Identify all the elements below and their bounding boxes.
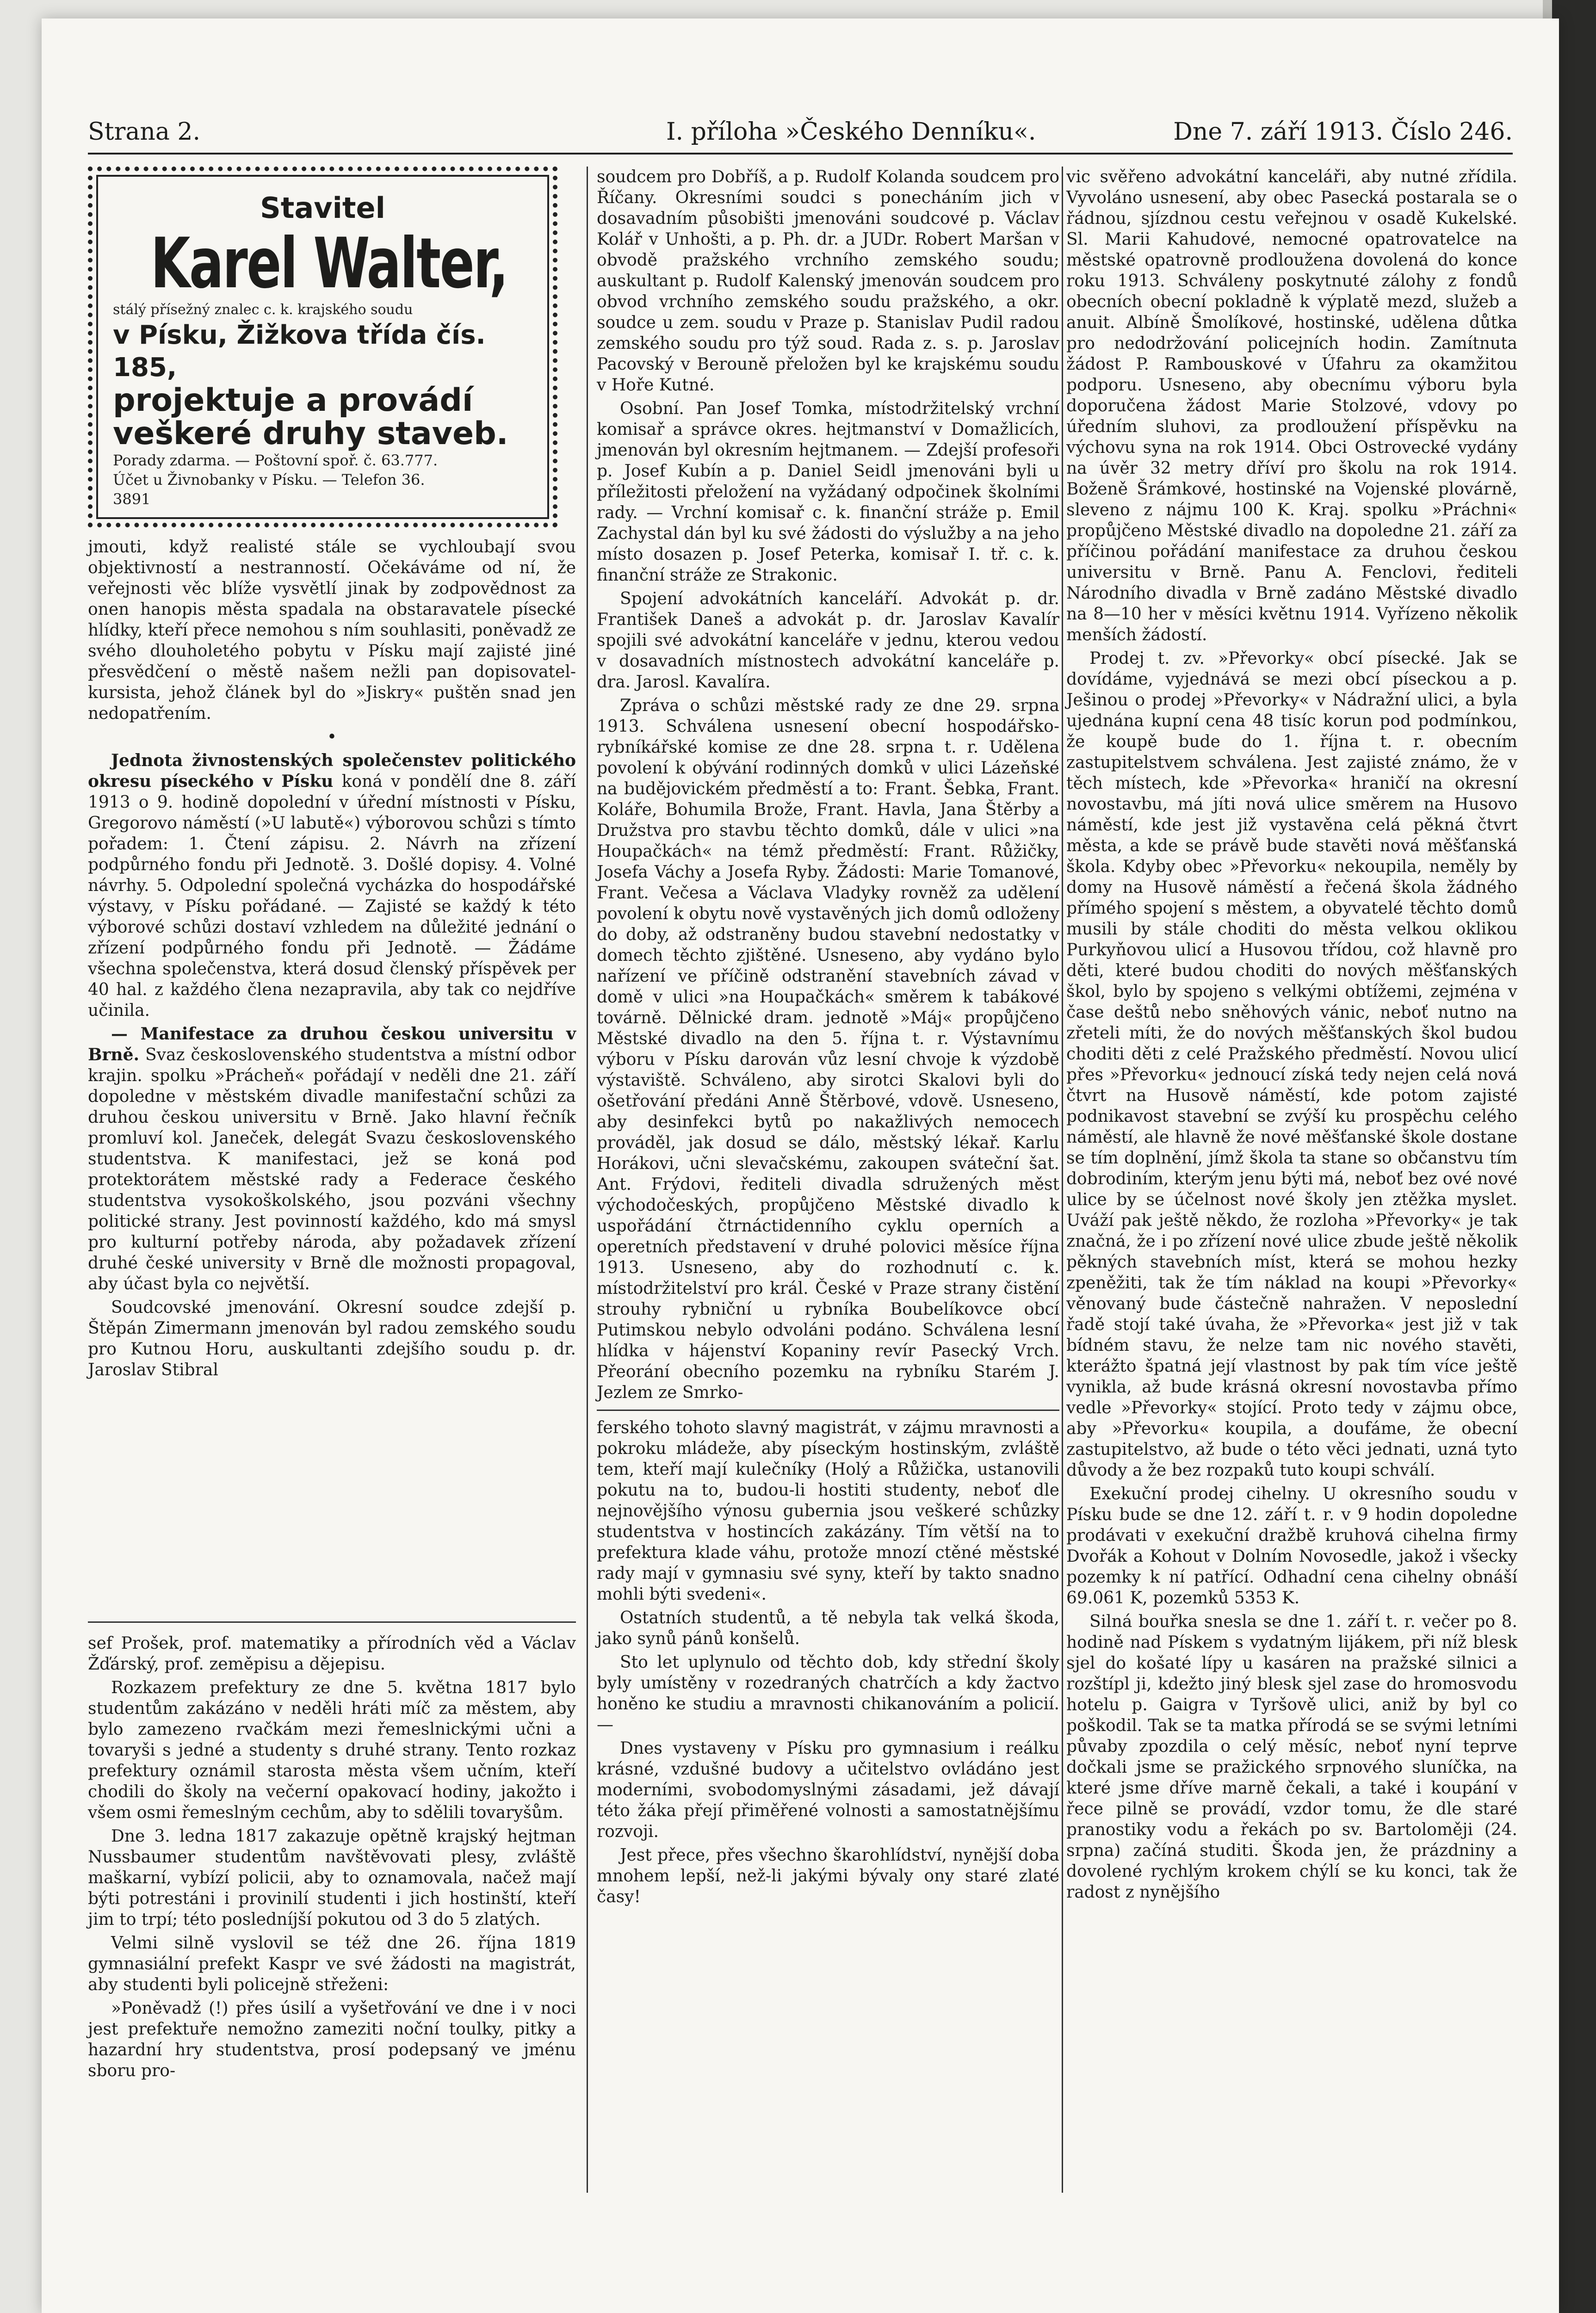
ad-ref: 3891 [113, 490, 151, 508]
article-paragraph: Ostatních studentů, a tě nebyla tak velká škoda, jako synů pánů konšelů. [597, 1608, 1059, 1648]
section-divider [88, 1621, 576, 1623]
article-paragraph: Rozkazem prefektury ze dne 5. května 1817 bylo studentům zakázáno v neděli hráti míč za městem, aby bylo zamezeno rvačkám mezi řemeslnickými učni a tovaryši s jedné a studenty s druhé strany. Tento rozkaz prefektury oznámil starosta města všem učním, kteří chodili do školy na večerní opakovací hodiny, jakožto i všem osmi řemeslným cechům, aby to sdělili tovaryšům. [88, 1678, 576, 1822]
article-paragraph: sef Prošek, prof. matematiky a přírodních věd a Václav Žďárský, prof. zeměpisu a dějepisu. [88, 1634, 576, 1674]
article-manifestace [88, 1024, 576, 1294]
article-heading: Jednota živnostenských společenstev politického okresu píseckého v Písku [88, 751, 576, 791]
page-number: Strana 2. [88, 118, 201, 146]
column-2 [597, 167, 1059, 2202]
ad-slogan-2: veškeré druhy staveb. [113, 415, 508, 452]
column-1 [88, 167, 576, 1614]
ad-slogan-1: projektuje a provádí [113, 382, 473, 419]
column-rule [587, 167, 588, 2193]
article-paragraph: jmouti, když realisté stále se vychloubají svou objektivností a nestranností. Očekáváme od ní, že veřejnosti věc blíže vysvětlí jinak by zodpovědnost za onen hanopis města spadala na obstaravatele písecké hlídky, kteří přece nemohou s ním souhlasiti, poněvadž ze svého dlouholetého pobytu v Písku mají zajisté jiné přesvědčení o městě našem nežli pan dopisovatel-kursista, jehož článek byl do »Jiskry« puštěn snad jen nedopatřením. [88, 538, 576, 723]
article-paragraph: Dne 3. ledna 1817 zakazuje opětně krajský hejtman Nussbaumer studentům navštěvovati plesy, zvláště maškarní, vybízí policii, aby to oznamovala, načež mají býti potrestáni i provinilí studenti i jich hostinští, kteří jim to trpí; této posledníjší pokutou od 3 do 5 zlatých. [88, 1827, 576, 1929]
article-heading: — Manifestace za druhou českou universitu v Brně. [88, 1024, 576, 1064]
article-paragraph: Osobní. Pan Josef Tomka, místodržitelský vrchní komisař a správce okres. hejtmanství v Domažlicích, jmenován byl okresním hejtmanem. — Zdejší profesoři p. Josef Kubín a p. Daniel Seidl jmenováni byli u příležitosti přeložení na vyžádaný odpočinek školními rady. — Vrchní komisař c. k. finanční stráže p. Emil Zachystal dán byl ku své žádosti do výslužby a na jeho místo dosazen p. Josef Peterka, komisař I. tř. c. k. finanční stráže ze Strakonic. [597, 399, 1059, 585]
column-rule [1062, 167, 1063, 2193]
separator-bullet: • [327, 728, 337, 747]
ad-name: Karel Walter, [150, 223, 507, 304]
article-paragraph: soudcem pro Dobříš, a p. Rudolf Kolanda soudcem pro Říčany. Okresními soudci s ponecháním jich v dosavadním působišti jmenováni soudcové p. Václav Kolář v Unhošti, a p. Ph. dr. a JUDr. Robert Maršan v obvodě pražského vrchního zemského soudu; auskultant p. Rudolf Kalenský jmenován soudcem pro obvod vrchního zemského soudu pražského, a okr. soudce u zem. soudu v Praze p. Stanislav Pudil radou zemského soudu pro týž soud. Rada z. s. p. Jaroslav Pacovský v Berouně přeložen byl ke krajskému soudu v Hoře Kutné. [597, 167, 1059, 395]
article-paragraph: »Poněvadž (!) přes úsilí a vyšetřování ve dne i v noci jest prefektuře nemožno zameziti noční toulky, pitky a hazardní hry studentstva, prosí podepsaný ve jménu sboru pro- [88, 1999, 576, 2080]
supplement-title: I. příloha »Českého Denníku«. [666, 118, 1036, 146]
article-paragraph: Prodej t. zv. »Převorky« obcí písecké. Jak se dovídáme, vyjednává se mezi obcí píseckou a p. Ješinou o prodej »Převorky« v Nádražní ulici, a byla ujednána kupní cena 48 tisíc korun pod podmínkou, že koupě bude do 1. října t. r. obecním zastupitelstvem schválena. Jest zajisté známo, že v těch místech, kde »Převorka« hraničí na okresní novostavbu, má jíti nová ulice směrem na Husovo náměstí, kde jest již vystavěna celá pěkná čtvrt města, a kde se právě bude stavěti nová měšťanská škola. Kdyby obec »Převorku« nekoupila, neměly by domy na Husově náměstí a řečená škola žádného přímého spojení s městem, a obyvatelé těchto domů musili by stále choditi do města velkou oklikou Purkyňovou ulicí a Husovou třídou, což hlavně pro děti, které budou choditi do nových měšťanských škol, bylo by spojeno s velkými obtížemi, zejména v čase deštů nebo sněhových vánic, neboť nutno na zřeteli míti, že do nových měšťanských škol budou choditi děti z celé Pražského předměstí. Novou ulicí přes »Převorku« jednoucí získá tedy nejen celá nová čtvrt na Husově náměstí, kde potom zajisté podnikavost stavební se zvýší ku prospěchu celého náměstí, ale hlavně že nové měšťanské škole dostane se tím doplnění, jímž škola ta stane so občanstvu tím dobrodiním, kterým jenu býti má, neboť bez ové nové ulice by se účelnost nové školy jen ztěžka myslet. Uváží pak ještě někdo, že rozloha »Převorky« je tak značná, že i po zřízení nové ulice zbude ještě několik pěkných stavebních míst, která se mohou hezky zpeněžiti, tak že tím náklad na koupi »Převorky« věnovaný bude částečně nahražen. V neposlední řadě stojí také úvaha, že »Převorka« jest již v tak bídném stavu, že nelze tam nic nového stavěti, kterážto špatná její vlastnost by pak tím více ještě vynikla, až bude krásná okresní novostavba přímo vedle »Převorky« stojící. Proto tedy v zájmu obce, aby »Převorku« koupila, a doufáme, že obecní zastupitelstvo, až bude o této věci jednati, uzná tyto důvody a že bez rozpaků tuto koupi schválí. [1066, 649, 1517, 1480]
article-body: koná v pondělí dne 8. září 1913 o 9. hodině dopolední v úřední místnosti v Písku, Gregorovo náměstí (»U labutě«) výborovou schůzi s tímto pořadem: 1. Čtení zápisu. 2. Návrh na zřízení podpůrného fondu při Jednotě. 3. Došlé dopisy. 4. Volné návrhy. 5. Odpolední společná vycházka do hospodářské výstavy, v Písku pořádané. — Zajisté se každý k této výborové schůzi dostaví vzhledem na důležité jednání o zřízení podpůrného fondu při Jednotě. — Žádáme všechna společenstva, která dosud členský příspěvek per 40 hal. z každého člena nezapravila, aby tak co nejdříve učinila. [88, 772, 576, 1020]
article-paragraph: Velmi silně vyslovil se též dne 26. října 1819 gymnasiální prefekt Kaspr ve své žádosti na magistrát, aby studenti byli policejně střeženi: [88, 1934, 576, 1994]
ad-expert: stálý přísežný znalec c. k. krajského soudu [113, 302, 413, 318]
article-paragraph: ferského tohoto slavný magistrát, v zájmu mravnosti a pokroku mládeže, aby píseckým hostinským, zvláště tem, kteří mají kulečníky (Holý a Růžička, ustanovili pokutu na to, budou-li hostiti studenty, neboť dle nejnovějšího výnosu gubernia jsou veškeré schůzky studentstva v hostincích zakázány. Tím větší na to prefektura klade váhu, protože mnozí ctěné městské rady mají v gymnasiu své syny, kteří by takto snadno mohli býti svedeni«. [597, 1410, 1059, 1605]
article-paragraph: vic svěřeno advokátní kanceláři, aby nutné zřídila. Vyvoláno usnesení, aby obec Pasecká postarala se o řádnou, sjízdnou cestu veřejnou v osadě Kukelské. Sl. Marii Kahudové, nemocné opatrovatelce na městské opatrovně prodloužena dovolená do konce roku 1913. Schváleny poskytnuté zálohy z fondů obecních obecní pokladně k výplatě mezd, služeb a anuit. Albíně Šmolíkové, hostinské, udělena důtka pro nedodržování policejních hodin. Zamítnuta žádost P. Rambouskové v Úfahru za okamžitou podporu. Usneseno, aby obecnímu výboru byla doporučena žádost Marie Stolzové, vdovy po úředním sluhovi, za prodloužení příspěvku na výchovu syna na rok 1914. Obci Ostrovecké vydány na úvěr 32 metry dříví pro školu na rok 1914. Boženě Šrámkové, hostinské na Vojenské plovárně, sleveno z nájmu 100 K. Kraj. spolku »Práchni« propůjčeno Městské divadlo na dopoledne 21. září za příčinou pořádání manifestace za druhou českou universitu v Brně. Panu A. Fenclovi, řediteli Národního divadla v Brně zadáno Městské divadlo na 8—10 her v měsíci květnu 1914. Vyřízeno několik menších žádostí. [1066, 167, 1517, 644]
article-body: Svaz československého studentstva a místní odbor krajin. spolku »Prácheň« pořádají v neděli dne 21. září dopoledne v městském divadle manifestační schůzi za druhou českou universitu v Brně. Jako hlavní řečník promluví kol. Janeček, delegát Svazu československého studentstva. K manifestaci, jež se koná pod protektorátem městské rady a Federace českého studentstva vysokoškolského, jsou pozváni všechny politické strany. Jest povinností každého, kdo má smysl pro kulturní potřeby národa, aby požadavek zřízení druhé české university v Brně dle možnosti propagoval, aby účast byla co největší. [88, 1045, 576, 1293]
article-jednota [88, 750, 576, 1021]
article-paragraph: Soudcovské jmenování. Okresní soudce zdejší p. Štěpán Zimermann jmenován byl radou zemského soudu pro Kutnou Horu, auskultanti zdejšího soudu p. dr. Jaroslav Stibral [88, 1298, 576, 1379]
ad-address: v Písku, Žižkova třída čís. 185, [113, 320, 486, 383]
page-header [88, 116, 1513, 155]
article-paragraph: Dnes vystaveny v Písku pro gymnasium i reálku krásné, vzdušné budovy a učitelstvo ovládáno jest moderními, svobodomyslnými zásadami, jež dávají této žáka přejí přiměřené volnosti a samostatnějšímu rozvoji. [597, 1739, 1059, 1841]
ad-line-2: Účet u Živnobanky v Písku. — Telefon 36. [113, 471, 425, 489]
article-paragraph: Zpráva o schůzi městské rady ze dne 29. srpna 1913. Schválena usnesení obecní hospodářsko-rybníkářské komise ze dne 28. srpna t. r. Udělena povolení k obývání rodinných domků v ulici Lázeňské na budějovickém předměstí a to: Frant. Šebka, Frant. Koláře, Bohumila Brože, Frant. Havla, Jana Štěrby a Družstva pro stavbu těchto domků, dále v ulici »na Houpačkách« na témž předměstí: Frant. Růžičky, Josefa Váchy a Josefa Ryby. Žádosti: Marie Tomanové, Frant. Večesa a Václava Vladyky rovněž za udělení povolení k obytu nově vystavěných jich domů odloženy do doby, až odstraněny budou stavební nedostatky v domech těchto zjištěné. Usneseno, aby vydáno bylo nařízení ve příčině odstranění stavebních závad v domě v ulici »na Houpačkách« směrem k tabákové továrně. Dělnické dram. jednotě »Máj« propůjčeno Městské divadlo na den 5. října t. r. Výstavnímu výboru v Písku darován vůz lesní chvoje k výzdobě výstaviště. Schváleno, aby sirotci Skalovi byli do ošetřování předáni Anně Štěrbové, vdově. Usneseno, aby desinfekci bytů po nakažlivých nemocech prováděl, jak dosud se dálo, městský lékař. Karlu Horákovi, učni slevačskému, zakoupen sváteční šat. Ant. Frýdovi, řediteli divadla sdružených měst východočeských, propůjčeno Městské divadlo k uspořádání čtrnáctidenního cyklu operních a operetních představení v druhé polovici měsíce října 1913. Usneseno, aby do rozhodnutí c. k. místodržitelství pro král. České v Praze strany čistění strouhy rybniční u rybníka Boubelíkovce obcí Putimskou nebylo odvoláni podáno. Schválena lesní hlídka v hájenství Kopaniny revír Pasecký Vrch. Přeorání obecního pozemku na rybníku Starém J. Jezlem ze Smrko- [597, 696, 1059, 1402]
ad-title: Stavitel [260, 191, 385, 225]
article-paragraph: Exekuční prodej cihelny. U okresního soudu v Písku bude se dne 12. září t. r. v 9 hodin dopoledne prodávati v exekuční dražbě kruhová cihelna firmy Dvořák a Kohout v Dolním Novosedle, jakož i všecky pozemky k ní patřící. Odhadní cena cihelny obnáší 69.061 K, pozemků 5353 K. [1066, 1484, 1517, 1608]
article-paragraph: Spojení advokátních kanceláří. Advokát p. dr. František Daneš a advokát p. dr. Jaroslav Kavalír spojili své advokátní kanceláře v jednu, kterou vedou v dosavadních místnostech advokátní kanceláře p. dra. Jarosl. Kavalíra. [597, 589, 1059, 692]
article-paragraph: Sto let uplynulo od těchto dob, kdy střední školy byly umístěny v rozedraných chatrčích a kdy žactvo honěno ke studiu a mravnosti chikanováním a policií. — [597, 1653, 1059, 1734]
column-1-lower [88, 1633, 576, 2202]
ad-line-1: Porady zdarma. — Poštovní spoř. č. 63.777. [113, 451, 438, 469]
newspaper-page [42, 19, 1559, 2313]
column-3 [1066, 167, 1517, 2202]
issue-date: Dne 7. září 1913. Číslo 246. [1173, 118, 1513, 146]
article-paragraph: Jest přece, přes všechno škarohlídství, nynější doba mnohem lepší, než-li jakými bývaly ony staré zlaté časy! [597, 1846, 1059, 1906]
article-paragraph: Silná bouřka snesla se dne 1. září t. r. večer po 8. hodině nad Pískem s vydatným lijákem, při níž blesk sjel do košaté lípy u kasáren na pražské silnici a rozštípl ji, kdežto jiný blesk sjel zase do hromosvodu hotelu p. Gaigra v Tyršově ulici, aniž by byl co poškodil. Tak se ta matka přírodá se se svými letními půvaby zpozdila o celý měsíc, neboť nyní teprve dočkali jsme se pražického srpnového sluníčka, na které jsme dříve marně čekali, a také i koupání v řece pilně se provádí, vzdor tomu, že dle staré pranostiky vodu a řekách po sv. Bartoloměji (24. srpna) začíná studiti. Škoda jen, že prázdniny a dovolené rychlým krokem chýlí se ku konci, tak že radost z nynějšího [1066, 1612, 1517, 1902]
advertisement-walter [88, 167, 557, 527]
